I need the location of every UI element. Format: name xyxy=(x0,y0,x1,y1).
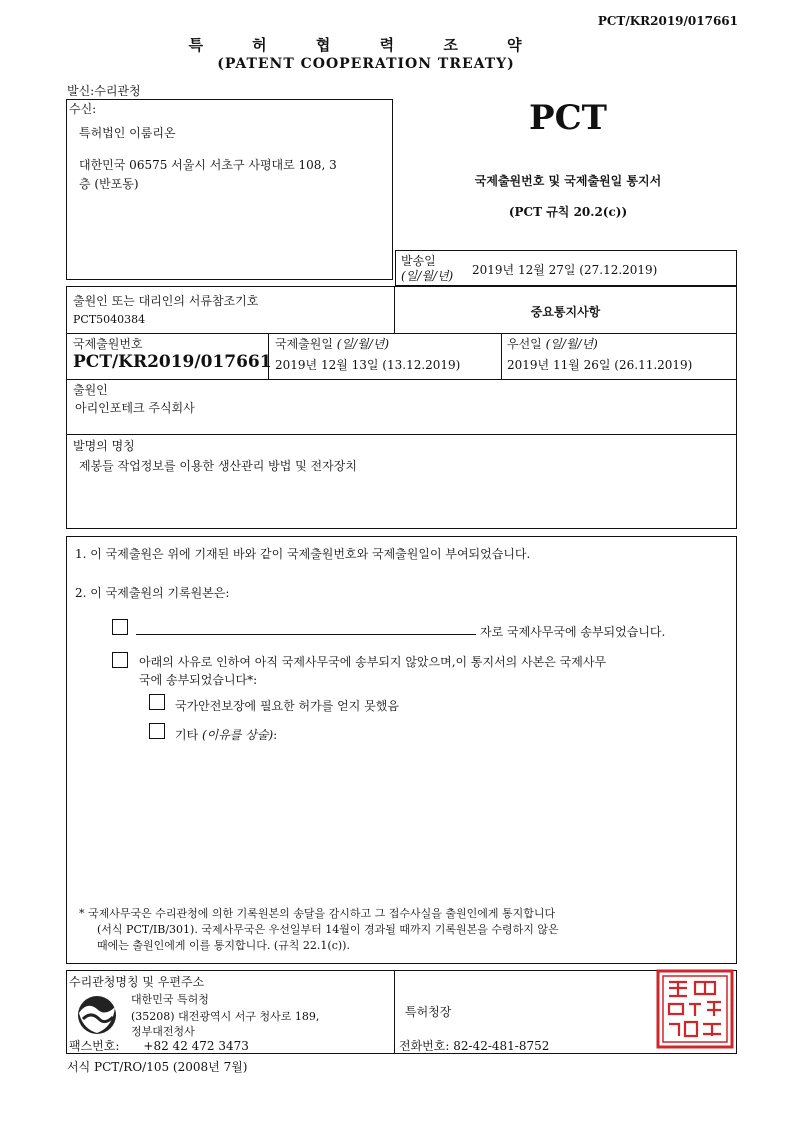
footnote-line-3: 때에는 출원인에게 이를 통지합니다. (규칙 22.1(c)). xyxy=(97,939,350,952)
option-2-line-2: 국에 송부되었습니다*: xyxy=(139,673,258,687)
filing-date-label: 국제출원일 (일/월/년) xyxy=(275,337,390,351)
option-1-checkbox[interactable] xyxy=(112,619,128,635)
treaty-english: (PATENT COOPERATION TREATY) xyxy=(217,56,515,72)
treaty-korean: 특 허 협 력 조 약 xyxy=(188,36,544,54)
notice-body-box xyxy=(66,536,737,964)
mailing-date-value: 2019년 12월 27일 (27.12.2019) xyxy=(472,263,658,277)
recipient-name: 특허법인 이룸리온 xyxy=(79,126,176,140)
footnote-line-2: (서식 PCT/IB/301). 국제사무국은 우선일부터 14월이 경과될 때까지 기록원본을 수령하지 않은 xyxy=(97,923,559,936)
sub-option-1-text: 국가안전보장에 필요한 허가를 얻지 못했음 xyxy=(175,699,399,713)
filing-date-value: 2019년 12월 13일 (13.12.2019) xyxy=(275,358,461,372)
office-label: 수리관청명칭 및 우편주소 xyxy=(69,975,205,989)
pct-subtitle: 국제출원번호 및 국제출원일 통지서 xyxy=(474,174,662,188)
item-2: 2. 이 국제출원의 기록원본은: xyxy=(75,586,230,600)
recipient-address-2: 층 (반포동) xyxy=(79,177,139,191)
applicant-value: 아리인포테크 주식회사 xyxy=(75,401,195,415)
recipient-box xyxy=(66,99,393,280)
office-name: 대한민국 특허청 xyxy=(131,993,209,1006)
applicant-label: 출원인 xyxy=(73,383,108,397)
item-1: 1. 이 국제출원은 위에 기재된 바와 같이 국제출원번호와 국제출원일이 부여되었습니다. xyxy=(75,547,531,561)
official-seal-icon xyxy=(655,968,735,1050)
application-table xyxy=(66,286,737,529)
reference-label: 출원인 또는 대리인의 서류참조기호 xyxy=(73,294,259,308)
fax-number: 팩스번호: +82 42 472 3473 xyxy=(69,1039,249,1053)
mailing-date-box xyxy=(395,250,737,286)
option-2-line-1: 아래의 사유로 인하여 아직 국제사무국에 송부되지 않았으며,이 통지서의 사본은 국제사무 xyxy=(139,655,607,669)
office-address-1: (35208) 대전광역시 서구 청사로 189, xyxy=(131,1010,320,1023)
sub-option-1-checkbox[interactable] xyxy=(149,694,165,710)
sub-option-2-checkbox[interactable] xyxy=(149,723,165,739)
officer-title: 특허청장 xyxy=(405,1005,452,1019)
pct-title: PCT xyxy=(529,98,607,138)
office-box xyxy=(66,970,737,1054)
recipient-address-1: 대한민국 06575 서울시 서초구 사평대로 108, 3 xyxy=(79,158,337,172)
option-2-checkbox[interactable] xyxy=(112,652,128,668)
reference-value: PCT5040384 xyxy=(73,313,146,326)
invention-value: 제봉들 작업정보를 이용한 생산관리 방법 및 전자장치 xyxy=(79,459,357,473)
application-number-value: PCT/KR2019/017661 xyxy=(73,352,272,372)
application-number-label: 국제출원번호 xyxy=(73,337,143,351)
government-emblem-icon xyxy=(73,993,121,1037)
sub-option-2-text: 기타 (이유를 상술): xyxy=(175,728,278,742)
recipient-label: 수신: xyxy=(69,102,97,116)
footnote-line-1: * 국제사무국은 수리관청에 의한 기록원본의 송달을 감시하고 그 접수사실을 출원인에게 통지합니다 xyxy=(79,907,556,920)
mailing-date-label: 발송일 xyxy=(401,254,436,268)
sender-label: 발신:수리관청 xyxy=(67,84,141,98)
priority-date-label: 우선일 (일/월/년) xyxy=(507,337,598,351)
office-address-2: 정부대전청사 xyxy=(131,1025,195,1038)
invention-label: 발명의 명칭 xyxy=(73,439,135,453)
important-notice: 중요통지사항 xyxy=(530,305,601,319)
priority-date-value: 2019년 11월 26일 (26.11.2019) xyxy=(507,358,693,372)
phone-number: 전화번호: 82-42-481-8752 xyxy=(399,1039,550,1053)
pct-rule: (PCT 규칙 20.2(c)) xyxy=(508,205,628,219)
mailing-date-format: (일/월/년) xyxy=(401,269,454,283)
doc-number: PCT/KR2019/017661 xyxy=(597,14,738,28)
option-1-text: 자로 국제사무국에 송부되었습니다. xyxy=(480,625,666,639)
form-id: 서식 PCT/RO/105 (2008년 7월) xyxy=(67,1060,248,1074)
